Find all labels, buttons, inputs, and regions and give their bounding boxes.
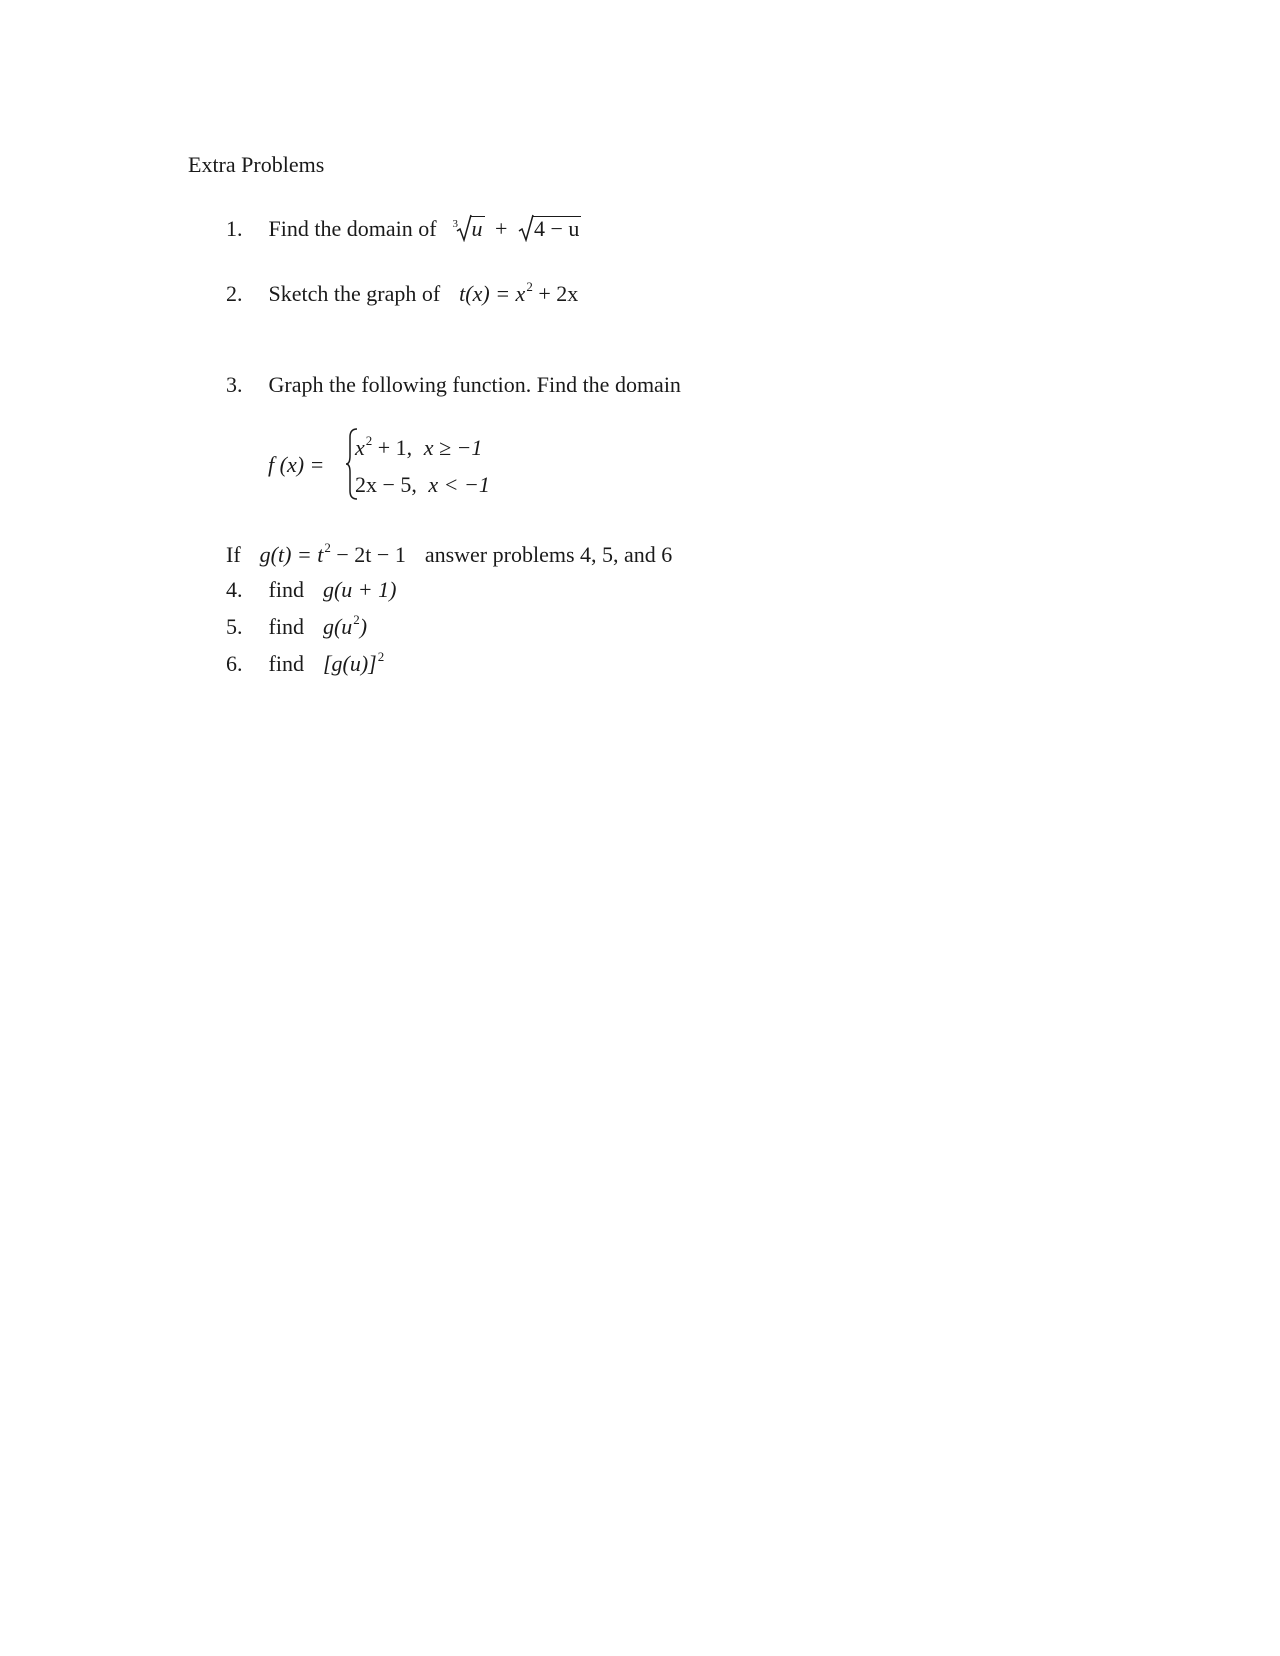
problem-5-math-post: ) — [359, 614, 368, 639]
page-title: Extra Problems — [188, 152, 325, 177]
problem-2-base: x — [515, 281, 526, 306]
problem-3 — [226, 372, 681, 398]
problem-6-math: [g(u)] — [322, 651, 377, 676]
problem-5 — [226, 614, 367, 643]
problem-4 — [226, 577, 396, 603]
piecewise-lhs: f (x) = — [268, 452, 325, 477]
cube-root-index: 3 — [452, 218, 459, 230]
problem-2-exponent: 2 — [526, 279, 533, 294]
problem-6-number: 6. — [226, 651, 243, 676]
problem-5-math-pre: g(u — [322, 614, 353, 639]
problem-3-text: Graph the following function. Find the domain — [268, 372, 681, 397]
given-exponent: 2 — [324, 540, 331, 555]
problem-4-text: find — [268, 577, 304, 602]
problem-1-number: 1. — [226, 216, 243, 241]
problem-6 — [226, 651, 384, 680]
cube-root — [452, 216, 485, 242]
plus-sign: + — [495, 216, 508, 241]
problem-2-number: 2. — [226, 281, 243, 306]
given-rest: − 2t − 1 — [336, 542, 406, 567]
piecewise-case-1: $x^2 + 1$, x ≥ −1 — [355, 433, 483, 460]
problem-4-math: g(u + 1) — [322, 577, 397, 602]
square-root-radicand: 4 − u — [533, 216, 580, 241]
problem-2-text: Sketch the graph of — [268, 281, 441, 306]
problem-4-number: 4. — [226, 577, 243, 602]
radical-sign-icon — [518, 214, 534, 242]
problem-6-exponent: 2 — [377, 649, 385, 664]
problem-2-lhs: t(x) = — [459, 281, 511, 306]
cube-root-radicand: u — [471, 216, 483, 241]
given-suffix: answer problems 4, 5, and 6 — [424, 542, 673, 567]
given-func: g(t) = t — [259, 542, 324, 567]
given-statement — [226, 542, 672, 571]
problem-1-text: Find the domain of — [268, 216, 437, 241]
problem-2 — [226, 281, 578, 310]
problem-6-text: find — [268, 651, 304, 676]
given-prefix: If — [226, 542, 241, 567]
square-root — [518, 216, 581, 242]
problem-2-rest: + 2x — [538, 281, 579, 306]
problem-5-exponent: 2 — [353, 612, 360, 627]
problem-1 — [226, 216, 581, 242]
problem-5-number: 5. — [226, 614, 243, 639]
problem-3-number: 3. — [226, 372, 243, 397]
piecewise-case-2: 2x − 5, x < −1 — [355, 472, 490, 497]
radical-sign-icon — [456, 214, 472, 242]
problem-5-text: find — [268, 614, 304, 639]
